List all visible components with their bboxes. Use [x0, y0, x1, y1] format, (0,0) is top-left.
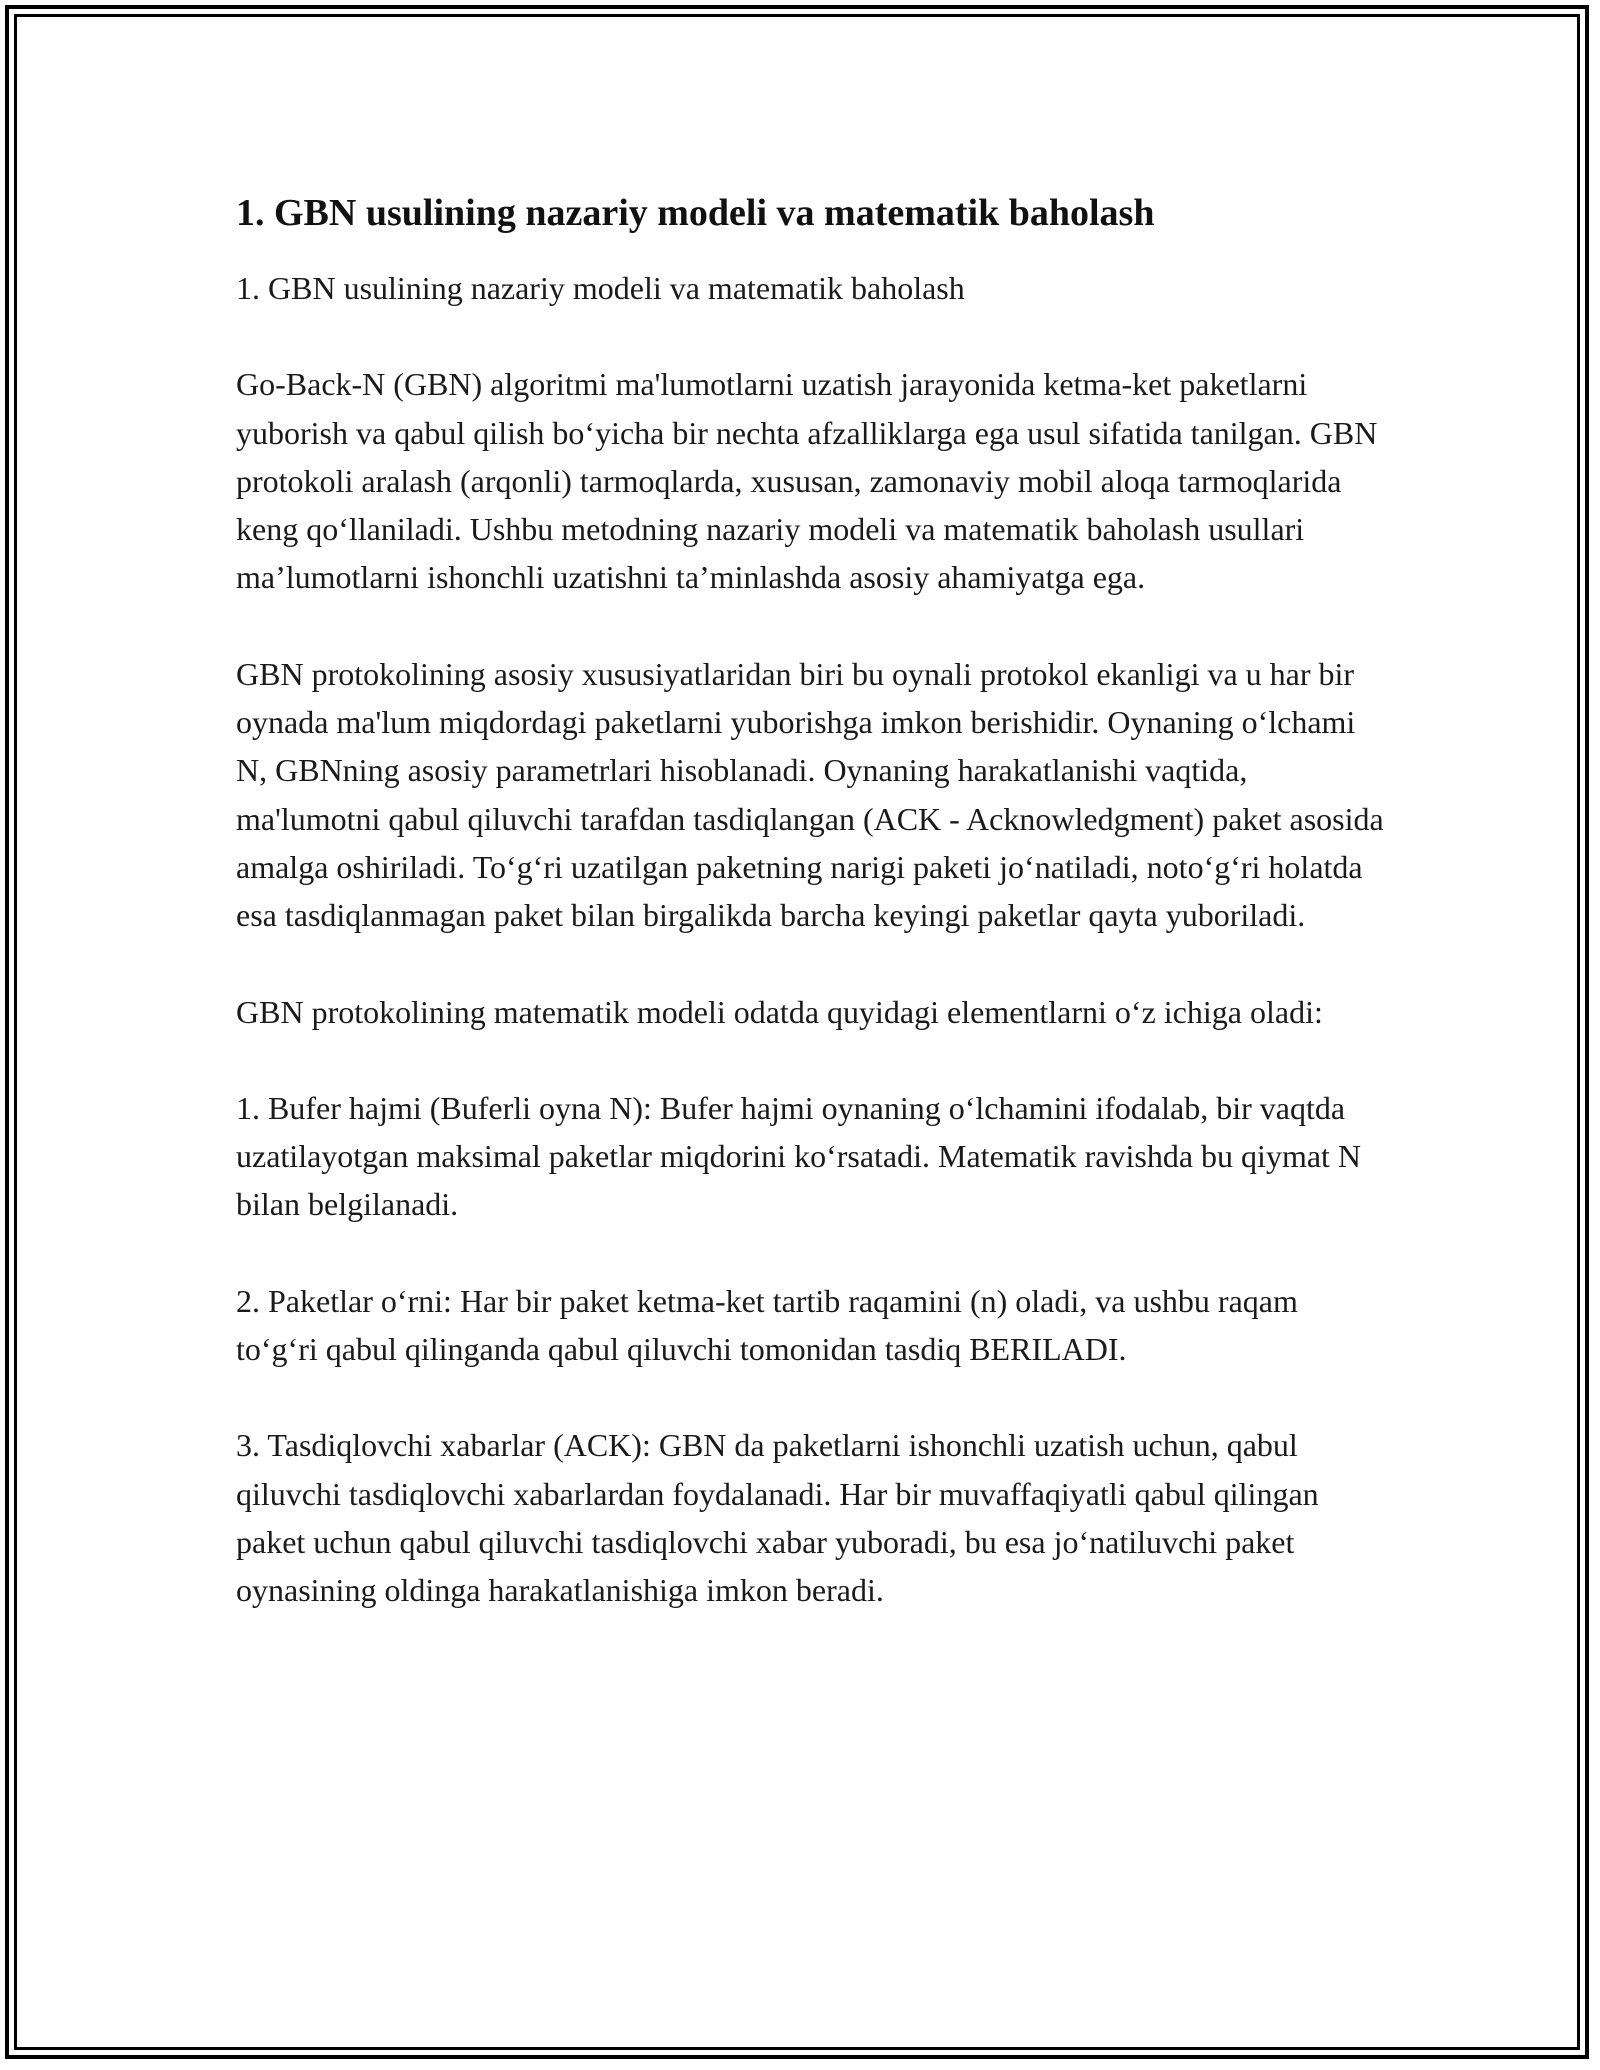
- document-subtitle: 1. GBN usulining nazariy modeli va matematik baholash: [236, 270, 965, 306]
- list-item-buffer-size: 1. Bufer hajmi (Buferli oyna N): Bufer hajmi oynaning o‘lchamini ifodalab, bir vaqtda uzatilayotgan maksimal paketlar miqdorini ko‘rsatadi. Matematik ravishda bu qiymat N bilan belgilanadi.: [236, 1089, 1362, 1223]
- paragraph-model-elements: GBN protokolining matematik modeli odatda quyidagi elementlarni o‘z ichiga oladi:: [236, 993, 1323, 1030]
- list-item-ack-messages: 3. Tasdiqlovchi xabarlar (ACK): GBN da paketlarni ishonchli uzatish uchun, qabul qiluvchi tasdiqlovchi xabarlardan foydalanadi. Har bir muvaffaqiyatli qabul qilingan paket uchun qabul qiluvchi tasdiqlovchi xabar yuboradi, bu esa jo‘natiluvchi paket oynasining oldinga harakatlanishiga imkon beradi.: [236, 1427, 1319, 1609]
- paragraph-intro: Go-Back-N (GBN) algoritmi ma'lumotlarni uzatish jarayonida ketma-ket paketlarni yuborish va qabul qilish bo‘yicha bir nechta afzalliklarga ega usul sifatida tanilgan. GBN protokoli aralash (arqonli) tarmoqlarda, xususan, zamonaviy mobil aloqa tarmoqlarida keng qo‘llaniladi. Ushbu metodning nazariy modeli va matematik baholash usullari ma’lumotlarni ishonchli uzatishni ta’minlashda asosiy ahamiyatga ega.: [236, 366, 1378, 596]
- document-heading: 1. GBN usulining nazariy modeli va matematik baholash: [236, 192, 1155, 234]
- paragraph-window-protocol: GBN protokolining asosiy xususiyatlaridan biri bu oynali protokol ekanligi va u har bir oynada ma'lum miqdordagi paketlarni yuborishga imkon berishidir. Oynaning o‘lchami N, GBNning asosiy parametrlari hisoblanadi. Oynaning harakatlanishi vaqtida, ma'lumotni qabul qiluvchi tarafdan tasdiqlangan (ACK - Acknowledgment) paket asosida amalga oshiriladi. To‘g‘ri uzatilgan paketning narigi paketi jo‘natiladi, noto‘g‘ri holatda esa tasdiqlanmagan paket bilan birgalikda barcha keyingi paketlar qayta yuboriladi.: [236, 655, 1384, 934]
- list-item-packet-order: 2. Paketlar o‘rni: Har bir paket ketma-ket tartib raqamini (n) oladi, va ushbu raqam to‘g‘ri qabul qilinganda qabul qiluvchi tomonidan tasdiq BERILADI.: [236, 1282, 1298, 1368]
- document-body: [236, 188, 1386, 1663]
